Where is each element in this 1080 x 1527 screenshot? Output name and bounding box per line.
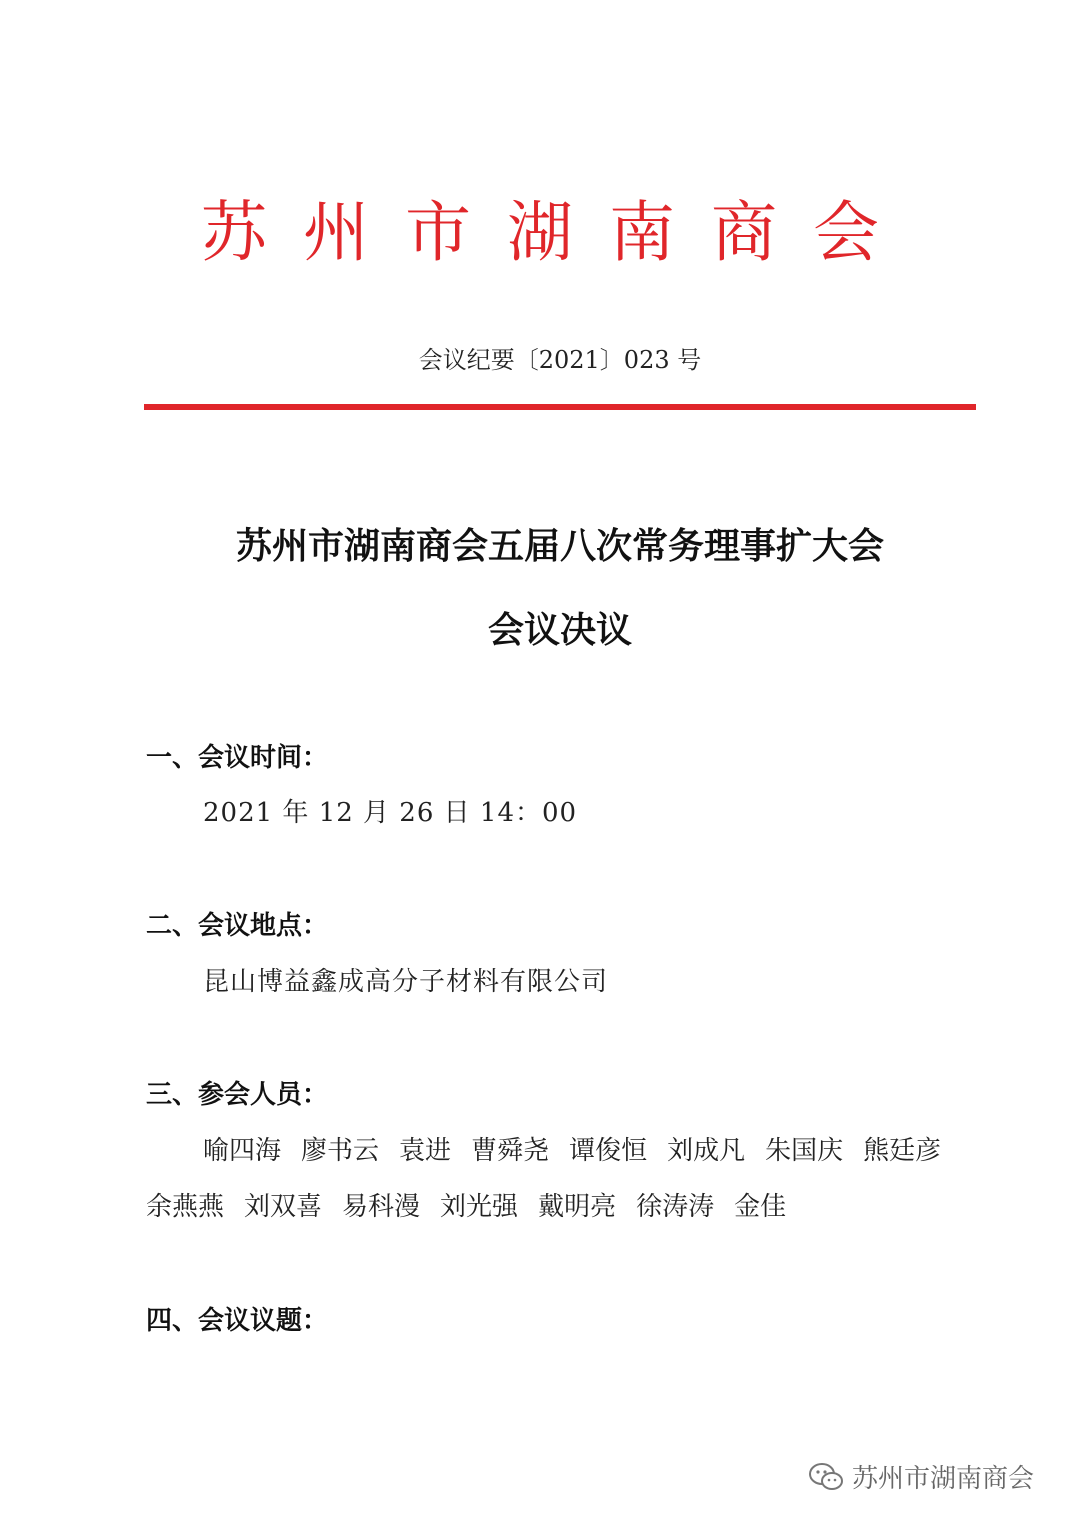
attendee-name: 余燕燕: [146, 1192, 225, 1222]
attendee-name: 朱国庆: [765, 1136, 844, 1166]
attendee-name: 刘光强: [440, 1192, 519, 1222]
section-heading-location: 二、会议地点：: [146, 911, 329, 941]
document-title-line2: 会议决议: [487, 609, 632, 651]
wechat-watermark: [808, 1458, 1034, 1495]
watermark-text: 苏州市湖南商会: [852, 1464, 1035, 1494]
attendee-name: 金佳: [734, 1192, 787, 1222]
meeting-time: 2021 年 12 月 26 日 14：00: [203, 798, 578, 828]
section-heading-attendees: 三、参会人员：: [146, 1080, 329, 1110]
section-heading-topics: 四、会议议题：: [146, 1306, 329, 1336]
attendee-list: [146, 1131, 986, 1243]
wechat-icon: [808, 1462, 844, 1492]
attendee-name: 袁进: [399, 1136, 452, 1166]
red-divider: [144, 404, 976, 410]
attendee-name: 谭俊恒: [569, 1136, 648, 1166]
meeting-location: 昆山博益鑫成高分子材料有限公司: [203, 967, 609, 997]
section-heading-time: 一、会议时间：: [146, 743, 329, 773]
document-title-line1: 苏州市湖南商会五届八次常务理事扩大会: [235, 525, 884, 567]
attendee-name: 徐涛涛: [636, 1192, 715, 1222]
attendee-name: 易科漫: [342, 1192, 421, 1222]
attendee-name: 喻四海: [203, 1136, 282, 1166]
org-name-header: 苏州市湖南商会: [201, 194, 915, 271]
attendee-line-2: [146, 1187, 986, 1243]
attendee-name: 刘双喜: [244, 1192, 323, 1222]
attendee-name: 廖书云: [301, 1136, 380, 1166]
attendee-line-1: [146, 1131, 986, 1187]
document-number: 会议纪要〔2021〕023 号: [418, 346, 702, 374]
attendee-name: 刘成凡: [667, 1136, 746, 1166]
attendee-name: 曹舜尧: [471, 1136, 550, 1166]
attendee-name: 熊廷彦: [863, 1136, 942, 1166]
attendee-name: 戴明亮: [538, 1192, 617, 1222]
